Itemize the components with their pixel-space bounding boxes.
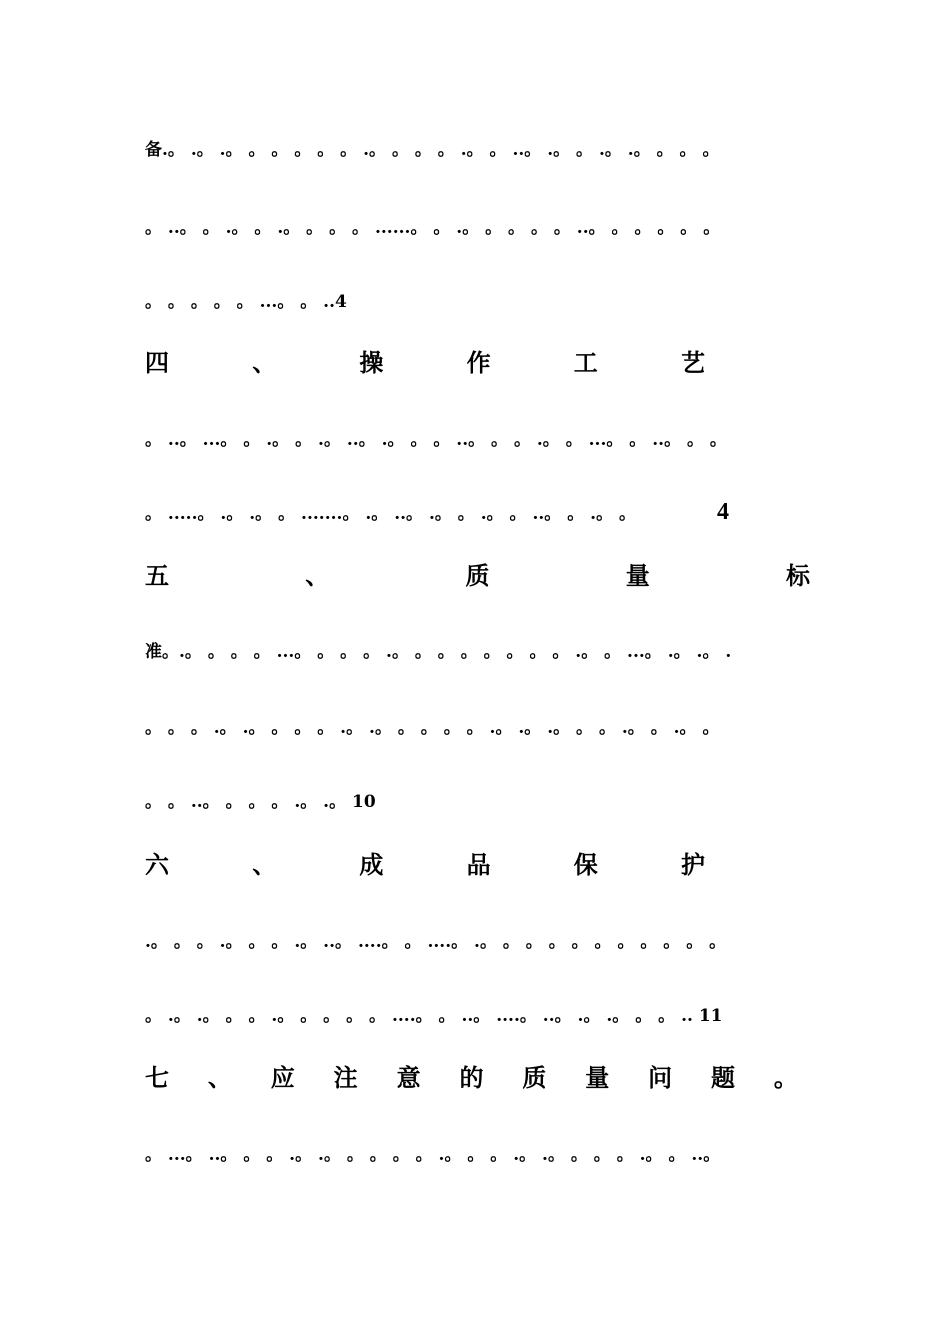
heading-char: 、 (305, 561, 330, 590)
heading-char: 艺 (680, 348, 705, 377)
heading-char: 标 (786, 561, 810, 590)
toc-line-12: .。 。 。 .。 。 。 .。 ..。 ....。 。 ....。 .。 。 。 。 。 。 。 。 。 。 。 (145, 932, 727, 952)
heading-char: 量 (585, 1063, 610, 1092)
toc-line-5: 。 ..。 ...。 。 .。 。 .。 ..。 .。 。 。 ..。 。 。 .。 。 ...。 。 ..。 。 。 (145, 430, 727, 450)
heading-char: 操 (359, 348, 384, 377)
heading-char: 作 (466, 348, 491, 377)
heading-char: 。 (773, 1063, 798, 1092)
heading-char: 护 (680, 850, 705, 879)
toc-section-6-heading (145, 845, 705, 885)
heading-char: 、 (252, 348, 277, 377)
page-number: 4 (717, 499, 729, 525)
heading-char: 、 (252, 850, 277, 879)
heading-char: 五 (145, 561, 169, 590)
heading-char: 注 (333, 1063, 358, 1092)
heading-char: 工 (573, 348, 598, 377)
heading-char: 保 (573, 850, 598, 879)
heading-char: 题 (711, 1063, 736, 1092)
toc-line-15: 。 ...。 ..。 。 。 .。 .。 。 。 。 。 .。 。 。 .。 .。 。 。 。 .。 。 ..。 (145, 1145, 721, 1165)
toc-section-7-heading (145, 1058, 798, 1098)
toc-section-5-heading (145, 556, 810, 596)
heading-char: 质 (465, 561, 490, 590)
heading-char: 六 (145, 850, 169, 879)
heading-char: 的 (459, 1063, 484, 1092)
toc-line-10: 。 。 ..。 。 。 。 .。 .。 10 (145, 792, 376, 812)
toc-line-1: 备.。 .。 .。 。 。 。 。 。 .。 。 。 。 .。 。 ..。 .。 。 .。 .。 。 。 。 (145, 140, 720, 160)
heading-char: 七 (145, 1063, 169, 1092)
toc-section-4-heading (145, 343, 705, 383)
heading-char: 应 (270, 1063, 295, 1092)
toc-line-9: 。 。 。 .。 .。 。 。 。 .。 .。 。 。 。 。 .。 .。 .。 。 。 .。 。 .。 。 (145, 718, 720, 738)
toc-line-13: 。 .。 .。 。 。 .。 。 。 。 。 ....。 。 ..。 ....。 ..。 .。 .。 。 。 .. 11 (145, 1006, 723, 1026)
heading-char: 四 (145, 348, 169, 377)
toc-line-8: 准。.。 。 。 。 ...。 。 。 。 .。 。 。 。 。 。 。 。 .。 。 ...。 .。 .。 . (145, 642, 732, 662)
heading-char: 成 (359, 850, 384, 879)
heading-char: 量 (625, 561, 650, 590)
heading-char: 品 (466, 850, 491, 879)
toc-line-2: 。 ..。 。 .。 。 .。 。 。 。 ......。 。 .。 。 。 。 。 ..。 。 。 。 。 。 (145, 218, 721, 238)
toc-line-6: 。 .....。 .。 .。 。 .......。 .。 ..。 .。 。 .。 。 ..。 。 .。 。 (145, 504, 636, 524)
heading-char: 质 (522, 1063, 547, 1092)
heading-char: 问 (648, 1063, 673, 1092)
heading-char: 意 (396, 1063, 421, 1092)
heading-char: 、 (207, 1063, 232, 1092)
toc-line-3: 。 。 。 。 。 ...。 。 ..4 (145, 292, 347, 312)
